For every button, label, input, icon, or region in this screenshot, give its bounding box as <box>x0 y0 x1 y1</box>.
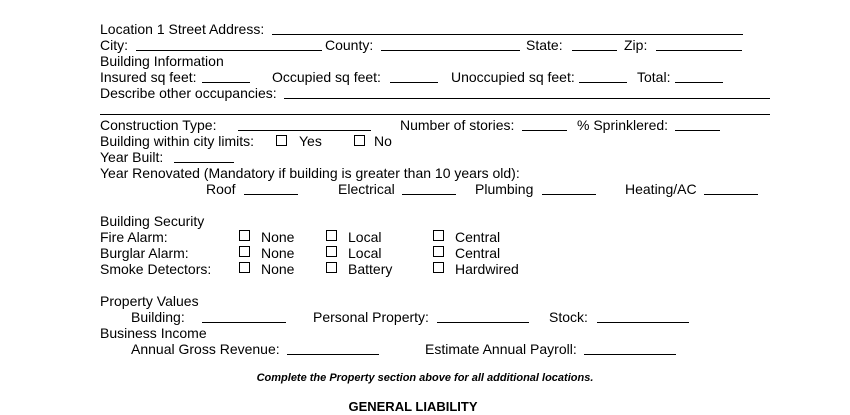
general-liability-heading: GENERAL LIABILITY <box>348 399 478 414</box>
occupied-sqft-field[interactable] <box>390 82 438 83</box>
stories-label: Number of stories: <box>400 117 515 133</box>
year-renovated-label: Year Renovated (Mandatory if building is greater than 10 years old): <box>100 165 520 181</box>
construction-type-label: Construction Type: <box>100 117 217 133</box>
city-limits-yes-label: Yes <box>299 133 322 149</box>
heating-label: Heating/AC <box>625 181 697 197</box>
burglar-alarm-none-checkbox[interactable] <box>239 246 250 257</box>
building-value-label: Building: <box>131 309 185 325</box>
smoke-detectors-hardwired-label: Hardwired <box>455 261 519 277</box>
fire-alarm-none-label: None <box>261 229 295 245</box>
burglar-alarm-central-label: Central <box>455 245 501 261</box>
property-values-heading: Property Values <box>100 293 199 309</box>
personal-property-field[interactable] <box>437 322 529 323</box>
building-info-heading: Building Information <box>100 53 224 69</box>
roof-label: Roof <box>206 181 236 197</box>
business-income-heading: Business Income <box>100 325 207 341</box>
county-field[interactable] <box>381 50 520 51</box>
fire-alarm-label: Fire Alarm: <box>100 229 168 245</box>
fire-alarm-local-label: Local <box>348 229 382 245</box>
roof-field[interactable] <box>244 194 298 195</box>
other-occupancies-label: Describe other occupancies: <box>100 85 277 101</box>
city-limits-label: Building within city limits: <box>100 133 255 149</box>
street-address-label: Location 1 Street Address: <box>100 21 265 37</box>
burglar-alarm-label: Burglar Alarm: <box>100 245 189 261</box>
building-value-field[interactable] <box>202 322 286 323</box>
other-occupancies-field-2[interactable] <box>100 114 770 115</box>
city-limits-no-checkbox[interactable] <box>354 135 365 146</box>
plumbing-label: Plumbing <box>475 181 534 197</box>
city-field[interactable] <box>136 50 322 51</box>
city-limits-no-label: No <box>374 133 392 149</box>
stock-field[interactable] <box>597 322 689 323</box>
electrical-label: Electrical <box>338 181 395 197</box>
smoke-detectors-battery-label: Battery <box>348 261 393 277</box>
fire-alarm-central-label: Central <box>455 229 501 245</box>
county-label: County: <box>325 37 374 53</box>
zip-field[interactable] <box>656 50 742 51</box>
city-limits-yes-checkbox[interactable] <box>276 135 287 146</box>
annual-payroll-field[interactable] <box>584 354 676 355</box>
stock-label: Stock: <box>549 309 588 325</box>
state-field[interactable] <box>572 50 617 51</box>
personal-property-label: Personal Property: <box>313 309 429 325</box>
fire-alarm-central-checkbox[interactable] <box>433 230 444 241</box>
city-label: City: <box>100 37 128 53</box>
smoke-detectors-label: Smoke Detectors: <box>100 261 212 277</box>
smoke-detectors-battery-checkbox[interactable] <box>326 262 337 273</box>
year-built-label: Year Built: <box>100 149 164 165</box>
state-label: State: <box>526 37 563 53</box>
additional-locations-note: Complete the Property section above for all additional locations. <box>256 372 594 384</box>
total-sqft-label: Total: <box>637 69 671 85</box>
electrical-field[interactable] <box>402 194 456 195</box>
sprinklered-label: % Sprinklered: <box>577 117 669 133</box>
construction-type-field[interactable] <box>238 130 371 131</box>
burglar-alarm-local-label: Local <box>348 245 382 261</box>
unoccupied-sqft-field[interactable] <box>579 82 627 83</box>
other-occupancies-field[interactable] <box>284 98 770 99</box>
insured-sqft-label: Insured sq feet: <box>100 69 197 85</box>
total-sqft-field[interactable] <box>675 82 723 83</box>
fire-alarm-local-checkbox[interactable] <box>326 230 337 241</box>
stories-field[interactable] <box>522 130 567 131</box>
year-built-field[interactable] <box>174 162 234 163</box>
annual-payroll-label: Estimate Annual Payroll: <box>425 341 577 357</box>
gross-revenue-field[interactable] <box>287 354 379 355</box>
insured-sqft-field[interactable] <box>202 82 250 83</box>
street-address-field[interactable] <box>272 34 743 35</box>
smoke-detectors-none-label: None <box>261 261 295 277</box>
smoke-detectors-hardwired-checkbox[interactable] <box>433 262 444 273</box>
burglar-alarm-central-checkbox[interactable] <box>433 246 444 257</box>
heating-field[interactable] <box>704 194 758 195</box>
burglar-alarm-none-label: None <box>261 245 295 261</box>
security-heading: Building Security <box>100 213 205 229</box>
sprinklered-field[interactable] <box>675 130 720 131</box>
fire-alarm-none-checkbox[interactable] <box>239 230 250 241</box>
burglar-alarm-local-checkbox[interactable] <box>326 246 337 257</box>
gross-revenue-label: Annual Gross Revenue: <box>131 341 280 357</box>
plumbing-field[interactable] <box>542 194 596 195</box>
unoccupied-sqft-label: Unoccupied sq feet: <box>451 69 575 85</box>
zip-label: Zip: <box>624 37 648 53</box>
smoke-detectors-none-checkbox[interactable] <box>239 262 250 273</box>
occupied-sqft-label: Occupied sq feet: <box>272 69 381 85</box>
